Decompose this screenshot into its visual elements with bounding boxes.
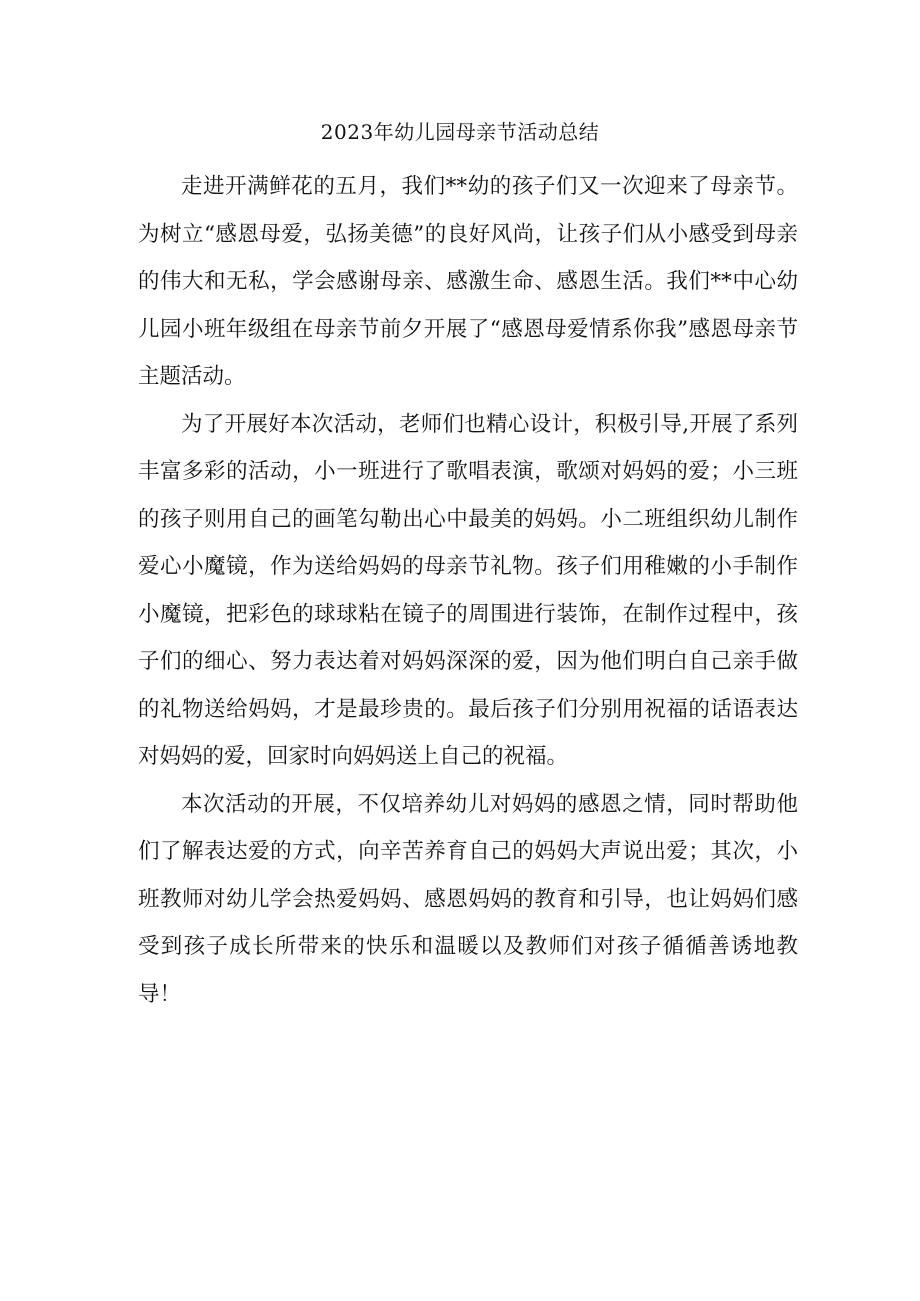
- document-body: [138, 163, 798, 1018]
- paragraph-intro: 走进开满鲜花的五月，我们**幼的孩子们又一次迎来了母亲节。为树立“感恩母爱，弘扬美德”的良好风尚，让孩子们从小感受到母亲的伟大和无私，学会感谢母亲、感激生命、感恩生活。我们**中心幼儿园小班年级组在母亲节前夕开展了“感恩母爱情系你我”感恩母亲节主题活动。: [138, 174, 798, 389]
- paragraph-activities: 为了开展好本次活动，老师们也精心设计，积极引导,开展了系列丰富多彩的活动，小一班进行了歌唱表演，歌颂对妈妈的爱；小三班的孩子则用自己的画笔勾勒出心中最美的妈妈。小二班组织幼儿制作爱心小魔镜，作为送给妈妈的母亲节礼物。孩子们用稚嫩的小手制作小魔镜，把彩色的球球粘在镜子的周围进行装饰，在制作过程中，孩子们的细心、努力表达着对妈妈深深的爱，因为他们明白自己亲手做的礼物送给妈妈，才是最珍贵的。最后孩子们分别用祝福的话语表达对妈妈的爱，回家时向妈妈送上自己的祝福。: [138, 411, 798, 769]
- paragraph-conclusion: 本次活动的开展，不仅培养幼儿对妈妈的感恩之情，同时帮助他们了解表达爱的方式，向辛苦养育自己的妈妈大声说出爱；其次，小班教师对幼儿学会热爱妈妈、感恩妈妈的教育和引导，也让妈妈们感受到孩子成长所带来的快乐和温暖以及教师们对孩子循循善诱地教导！: [138, 791, 798, 1007]
- document-title: 2023年幼儿园母亲节活动总结: [320, 120, 600, 144]
